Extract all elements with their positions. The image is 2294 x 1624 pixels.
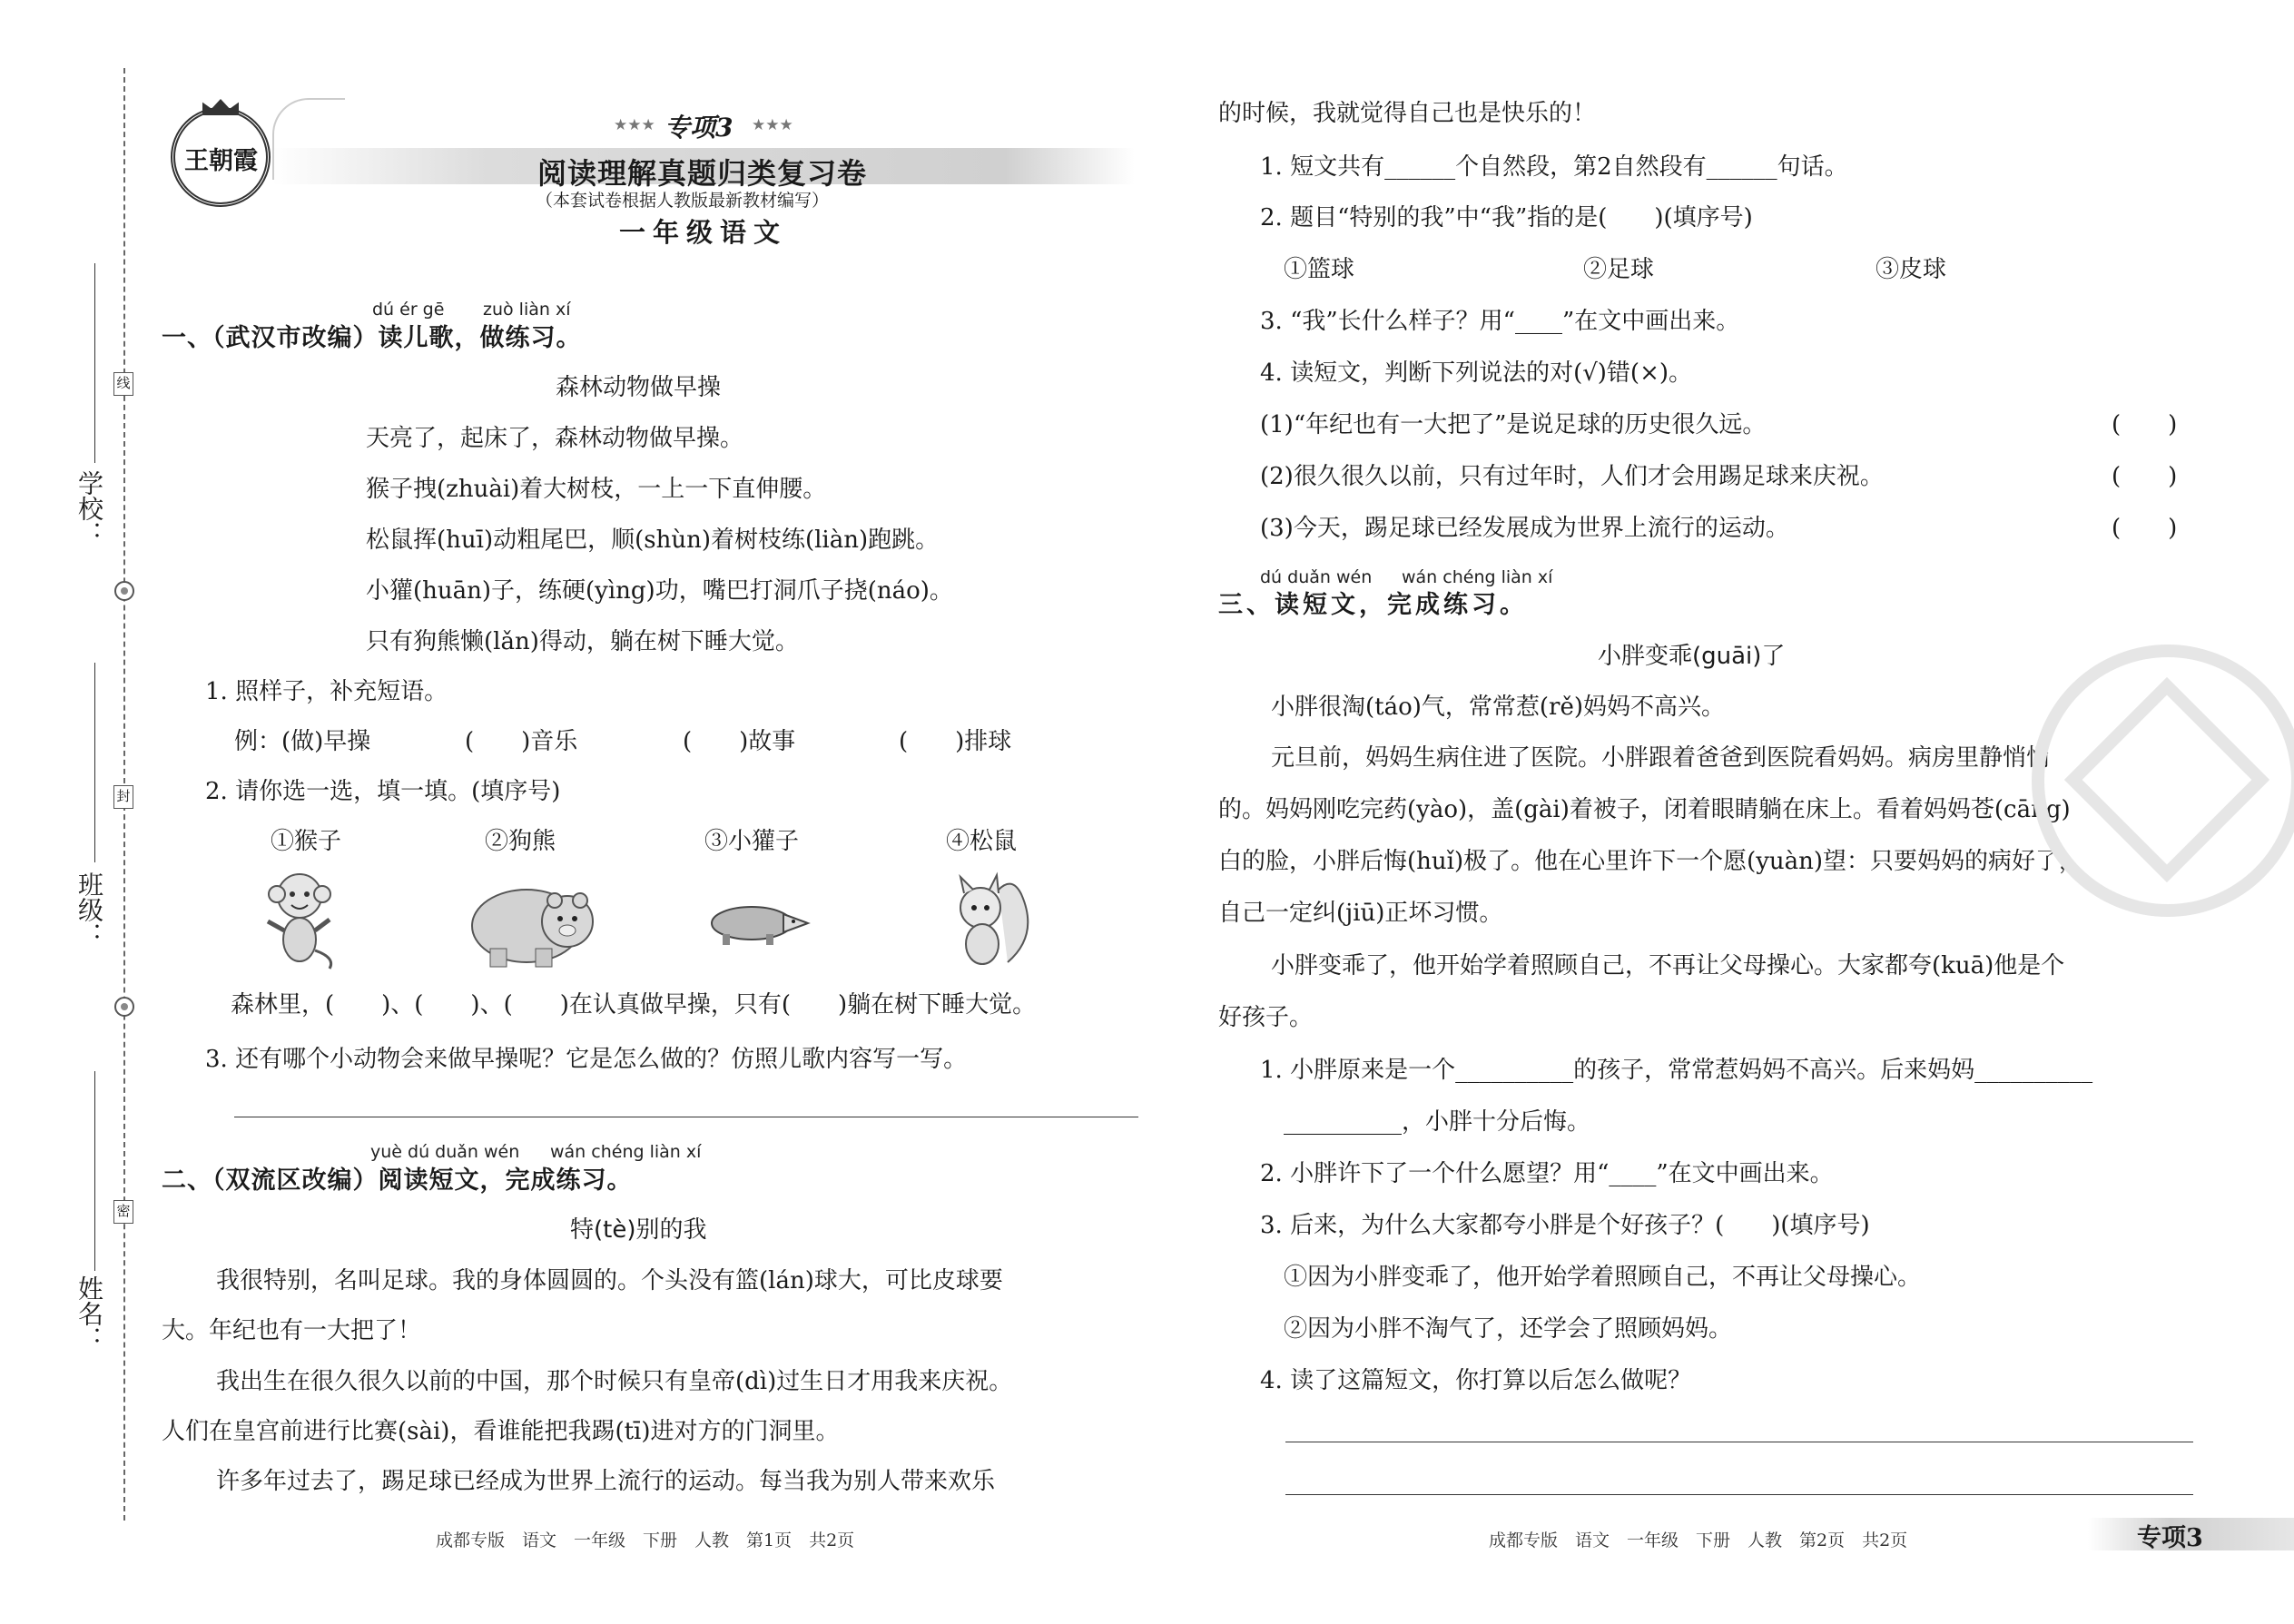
section2-pinyin: wán chéng liàn xí xyxy=(550,1142,702,1162)
story-paragraph: 好孩子。 xyxy=(1218,1004,1314,1031)
footer-tag: 专项3 xyxy=(2137,1524,2203,1552)
section3-heading: 三、读短文，完成练习。 xyxy=(1218,591,1528,619)
section2-heading: 二、（双流区改编）阅读短文，完成练习。 xyxy=(162,1166,633,1195)
option-label: ③皮球 xyxy=(1876,256,1947,283)
seal-mark-seal: 封 xyxy=(113,785,133,809)
answer-blank[interactable]: ( )排球 xyxy=(899,728,1012,755)
poem-title: 森林动物做早操 xyxy=(556,374,722,401)
story-paragraph: 许多年过去了，踢足球已经成为世界上流行的运动。每当我为别人带来欢乐 xyxy=(216,1468,996,1495)
grade-subject: 一年级语文 xyxy=(619,217,788,248)
poem-line: 天亮了，起床了，森林动物做早操。 xyxy=(366,425,744,452)
name-label: 姓名： xyxy=(74,1275,104,1352)
story-paragraph: 的。妈妈刚吃完药(yào)，盖(gài)着被子，闭着眼睛躺在床上。看着妈妈苍(cāng) xyxy=(1218,796,2071,823)
question-1-3: 3. 还有哪个小动物会来做早操呢？它是怎么做的？仿照儿歌内容写一写。 xyxy=(205,1046,968,1073)
seal-mark-line: 线 xyxy=(113,372,133,396)
answer-blank[interactable]: ( )音乐 xyxy=(465,728,578,755)
page-subtitle: （本套试卷根据人教版最新教材编写） xyxy=(536,191,830,211)
judgment-item: (2)很久很久以前，只有过年时，人们才会用踢足球来庆祝。 xyxy=(1260,463,1884,490)
poem-line: 小獾(huān)子，练硬(yìng)功，嘴巴打洞爪子挠(náo)。 xyxy=(366,577,953,605)
section2-pinyin: yuè dú duǎn wén xyxy=(370,1142,520,1162)
option-label: ①因为小胖变乖了，他开始学着照顾自己，不再让父母操心。 xyxy=(1284,1264,1922,1291)
option-label: ①篮球 xyxy=(1284,256,1355,283)
judgment-box[interactable]: ( ) xyxy=(2112,463,2178,490)
question-3-1-cont[interactable]: __________，小胖十分后悔。 xyxy=(1284,1108,1591,1136)
story-title: 特(tè)别的我 xyxy=(570,1216,707,1244)
option-label: ③小獾子 xyxy=(704,828,800,855)
example-phrase: 例：(做)早操 xyxy=(234,728,371,755)
question-3-3: 3. 后来，为什么大家都夸小胖是个好孩子？( )(填序号) xyxy=(1260,1212,1870,1239)
special-tag: 专项3 xyxy=(665,113,733,143)
story-title: 小胖变乖(guāi)了 xyxy=(1598,643,1786,670)
school-field[interactable] xyxy=(94,263,95,463)
option-label: ②因为小胖不淘气了，还学会了照顾妈妈。 xyxy=(1284,1315,1733,1343)
poem-line: 松鼠挥(huī)动粗尾巴，顺(shùn)着树枝练(liàn)跑跳。 xyxy=(366,527,940,554)
judgment-item: (1)“年纪也有一大把了”是说足球的历史很久远。 xyxy=(1260,411,1767,438)
answer-line[interactable] xyxy=(1285,1494,2193,1495)
story-paragraph: 的时候，我就觉得自己也是快乐的！ xyxy=(1218,100,1597,127)
poem-line: 只有狗熊懒(lǎn)得动，躺在树下睡大觉。 xyxy=(366,628,799,655)
footer-page-2: 成都专版 语文 一年级 下册 人教 第2页 共2页 xyxy=(1489,1530,1908,1550)
special-tag-stars: ★★★ xyxy=(752,116,793,134)
page-title: 阅读理解真题归类复习卷 xyxy=(537,156,868,191)
special-tag-stars: ★★★ xyxy=(614,116,655,134)
story-paragraph: 我很特别，名叫足球。我的身体圆圆的。个头没有篮(lán)球大，可比皮球要 xyxy=(216,1267,1003,1294)
footer-page-1: 成都专版 语文 一年级 下册 人教 第1页 共2页 xyxy=(436,1530,855,1550)
logo-crown-icon xyxy=(202,99,239,115)
question-1-1: 1. 照样子，补充短语。 xyxy=(205,678,448,705)
answer-blank[interactable]: ( )故事 xyxy=(683,728,796,755)
question-3-4: 4. 读了这篇短文，你打算以后怎么做呢？ xyxy=(1260,1367,1692,1394)
ribbon-decoration xyxy=(272,98,345,180)
class-field[interactable] xyxy=(94,663,95,862)
story-paragraph: 人们在皇宫前进行比赛(sài)，看谁能把我踢(tī)进对方的门洞里。 xyxy=(162,1418,840,1445)
section1-pinyin: zuò liàn xí xyxy=(483,300,571,320)
story-paragraph: 白的脸，小胖后悔(huǐ)极了。他在心里许下一个愿(yuàn)望：只要妈妈的病好了， xyxy=(1218,848,2083,875)
squirrel-icon xyxy=(944,871,1039,976)
question-3-1[interactable]: 1. 小胖原来是一个__________的孩子，常常惹妈妈不高兴。后来妈妈__________ xyxy=(1260,1057,2093,1084)
question-2-2: 2. 题目“特别的我”中“我”指的是( )(填序号) xyxy=(1260,204,1753,231)
question-3-2: 2. 小胖许下了一个什么愿望？用“____”在文中画出来。 xyxy=(1260,1160,1834,1187)
section3-pinyin: dú duǎn wén xyxy=(1260,567,1373,587)
school-label: 学校： xyxy=(74,470,104,546)
story-paragraph: 小胖变乖了，他开始学着照顾自己，不再让父母操心。大家都夸(kuā)他是个 xyxy=(1271,952,2065,979)
section3-pinyin: wán chéng liàn xí xyxy=(1402,567,1553,587)
bear-icon xyxy=(468,871,604,971)
story-paragraph: 元旦前，妈妈生病住进了医院。小胖跟着爸爸到医院看妈妈。病房里静悄悄 xyxy=(1271,744,2051,772)
story-paragraph: 自己一定纠(jiū)正坏习惯。 xyxy=(1218,900,1503,927)
section1-pinyin: dú ér gē xyxy=(372,300,445,320)
logo-seal xyxy=(171,107,271,207)
binding-hole-icon xyxy=(114,581,134,601)
name-field[interactable] xyxy=(94,1071,95,1271)
story-paragraph: 我出生在很久很久以前的中国，那个时候只有皇帝(dì)过生日才用我来庆祝。 xyxy=(216,1368,1013,1395)
monkey-icon xyxy=(259,867,340,971)
question-1-2: 2. 请你选一选，填一填。(填序号) xyxy=(205,778,561,805)
binding-hole-icon xyxy=(114,997,134,1017)
poem-line: 猴子拽(zhuài)着大树枝，一上一下直伸腰。 xyxy=(366,476,827,503)
question-2-3: 3. “我”长什么样子？用“____”在文中画出来。 xyxy=(1260,308,1740,335)
judgment-box[interactable]: ( ) xyxy=(2112,515,2178,542)
option-label: ④松鼠 xyxy=(946,828,1018,855)
seal-mark-secret: 密 xyxy=(113,1200,133,1224)
option-label: ①猴子 xyxy=(271,828,342,855)
story-paragraph: 大。年纪也有一大把了！ xyxy=(162,1317,422,1344)
watermark-seal-icon xyxy=(2032,645,2294,917)
logo-text: 王朝霞 xyxy=(184,147,258,175)
option-label: ②足球 xyxy=(1583,256,1655,283)
judgment-item: (3)今天，踢足球已经发展成为世界上流行的运动。 xyxy=(1260,515,1789,542)
judgment-box[interactable]: ( ) xyxy=(2112,411,2178,438)
class-label: 班级： xyxy=(74,871,104,948)
section1-heading: 一、（武汉市改编）读儿歌，做练习。 xyxy=(162,324,582,352)
question-2-4: 4. 读短文，判断下列说法的对(√)错(×)。 xyxy=(1260,359,1692,387)
question-2-1: 1. 短文共有______个自然段，第2自然段有______句话。 xyxy=(1260,153,1848,181)
story-paragraph: 小胖很淘(táo)气，常常惹(rě)妈妈不高兴。 xyxy=(1271,694,1725,721)
option-label: ②狗熊 xyxy=(485,828,556,855)
fill-sentence[interactable]: 森林里，( )、( )、( )在认真做早操，只有( )躺在树下睡大觉。 xyxy=(231,991,1037,1019)
badger-icon xyxy=(706,894,811,949)
